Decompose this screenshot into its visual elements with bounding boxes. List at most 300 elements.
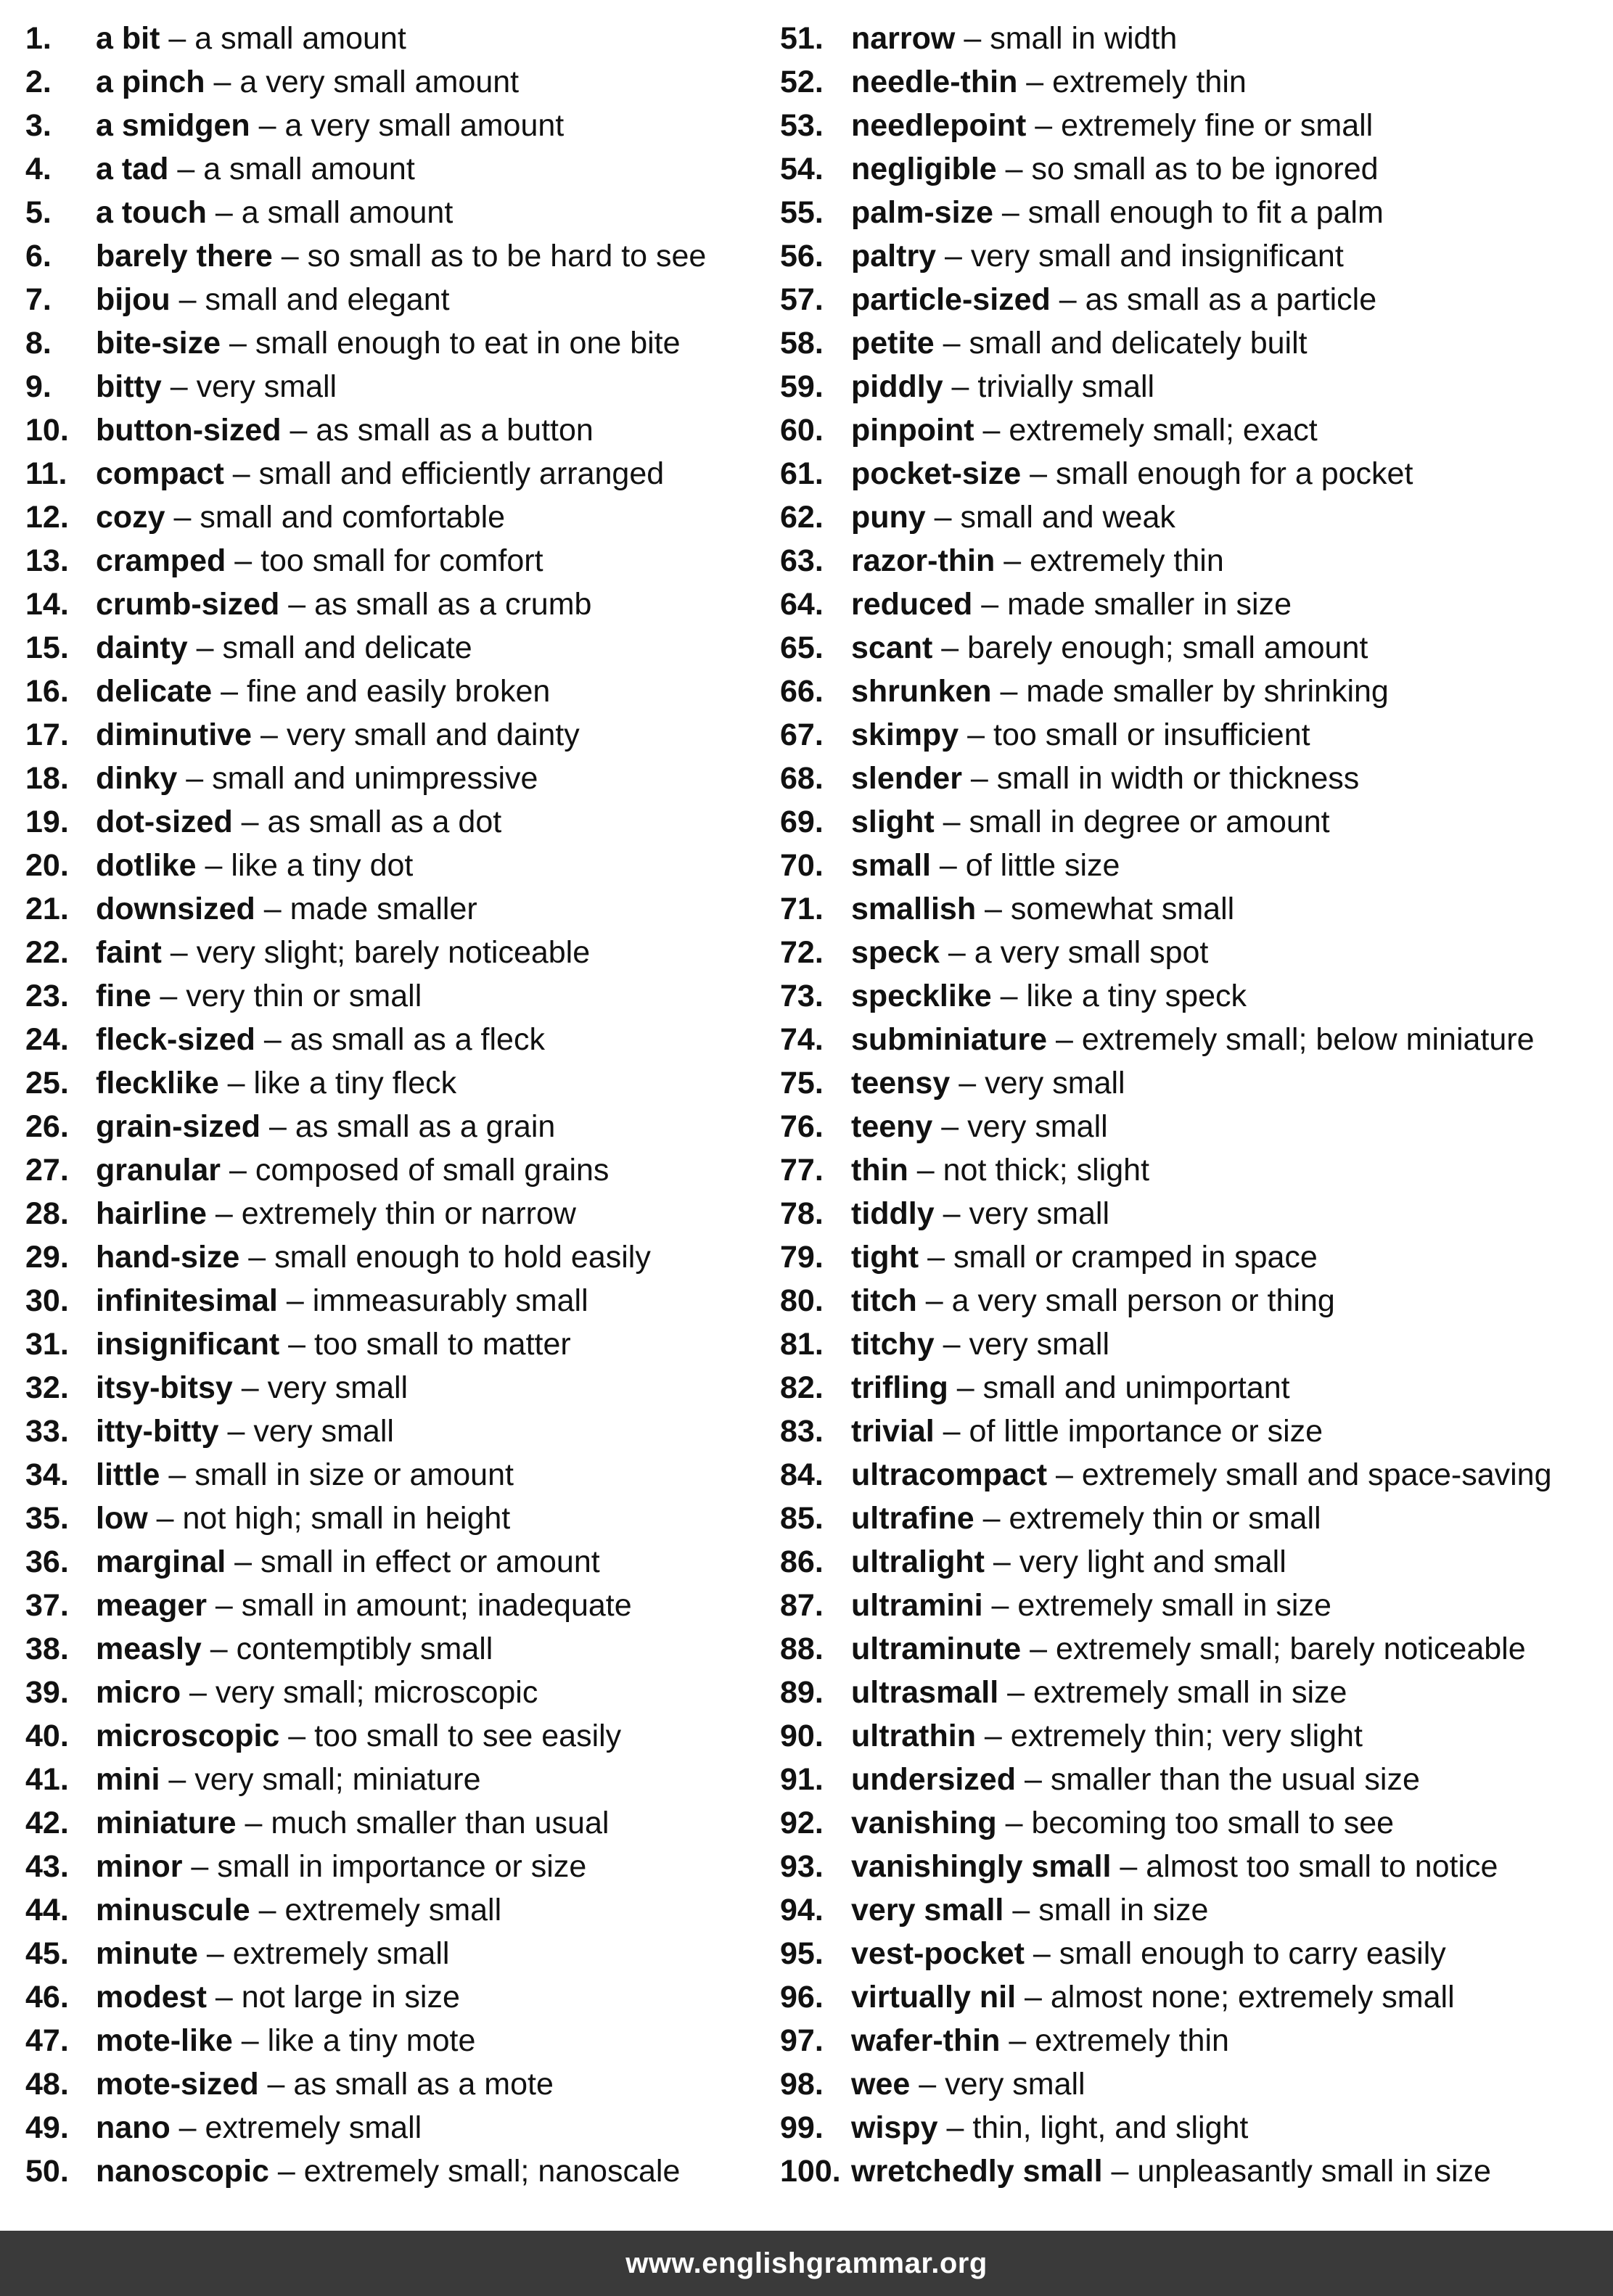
list-item	[780, 1453, 1607, 1497]
item-number: 74.	[780, 1022, 824, 1057]
item-number: 39.	[25, 1675, 69, 1710]
item-separator: –	[955, 21, 990, 56]
item-definition: not large in size	[241, 1980, 460, 2015]
item-text	[96, 452, 664, 495]
item-separator: –	[972, 587, 1008, 622]
item-word: micro	[96, 1675, 181, 1710]
item-text	[96, 931, 590, 974]
item-definition: too small or insufficient	[993, 717, 1310, 752]
item-text	[851, 1758, 1420, 1801]
item-definition: very small and dainty	[286, 717, 580, 752]
item-text	[96, 670, 550, 713]
list-item	[780, 495, 1607, 539]
item-definition: a small amount	[203, 152, 415, 186]
item-definition: small and weak	[960, 500, 1175, 535]
list-item	[25, 1627, 773, 1671]
item-definition: small in size	[1038, 1893, 1209, 1927]
list-item	[780, 1801, 1607, 1845]
item-number: 50.	[25, 2154, 69, 2189]
list-item	[25, 1018, 773, 1061]
list-item	[25, 2106, 773, 2149]
list-item	[780, 1192, 1607, 1235]
list-item	[780, 1671, 1607, 1714]
item-text	[96, 1018, 545, 1061]
item-word: palm-size	[851, 195, 993, 230]
item-number: 3.	[25, 108, 52, 143]
list-item	[780, 844, 1607, 887]
list-item	[780, 234, 1607, 278]
item-definition: as small as a fleck	[290, 1022, 545, 1057]
item-word: wee	[851, 2067, 911, 2102]
list-item	[25, 234, 773, 278]
item-text	[851, 1671, 1347, 1714]
item-definition: extremely small in size	[1017, 1588, 1331, 1623]
item-text	[851, 234, 1344, 278]
item-separator: –	[919, 1240, 953, 1275]
item-text	[96, 495, 505, 539]
item-number: 63.	[780, 543, 824, 578]
item-separator: –	[221, 326, 255, 361]
item-separator: –	[936, 239, 971, 273]
item-number: 99.	[780, 2110, 824, 2145]
item-word: vest-pocket	[851, 1936, 1025, 1971]
item-text	[851, 887, 1234, 931]
item-text	[96, 191, 453, 234]
item-separator: –	[279, 1327, 315, 1362]
item-word: ultrasmall	[851, 1675, 999, 1710]
item-number: 66.	[780, 674, 824, 709]
item-number: 84.	[780, 1457, 824, 1492]
item-text	[96, 1105, 555, 1148]
item-number: 28.	[25, 1196, 69, 1231]
item-number: 32.	[25, 1370, 69, 1405]
item-number: 24.	[25, 1022, 69, 1057]
item-word: flecklike	[96, 1066, 219, 1100]
item-text	[96, 104, 564, 147]
list-item	[780, 191, 1607, 234]
item-separator: –	[206, 1588, 242, 1623]
item-number: 16.	[25, 674, 69, 709]
item-number: 7.	[25, 282, 52, 317]
list-item	[780, 1105, 1607, 1148]
item-number: 89.	[780, 1675, 824, 1710]
footer-bar	[0, 2231, 1613, 2296]
item-number: 2.	[25, 65, 52, 99]
item-word: microscopic	[96, 1719, 280, 1753]
item-word: ultramini	[851, 1588, 983, 1623]
item-word: narrow	[851, 21, 956, 56]
item-text	[96, 1714, 621, 1758]
item-separator: –	[170, 282, 205, 317]
item-text	[96, 1366, 408, 1410]
footer-website-link[interactable]: www.englishgrammar.org	[625, 2247, 988, 2279]
item-word: fleck-sized	[96, 1022, 255, 1057]
list-item	[25, 1845, 773, 1888]
item-number: 69.	[780, 805, 824, 839]
item-text	[96, 408, 594, 452]
item-text	[851, 1410, 1323, 1453]
item-definition: very small and insignificant	[970, 239, 1344, 273]
item-text	[851, 1975, 1455, 2019]
list-item	[25, 1932, 773, 1975]
item-separator: –	[982, 1588, 1018, 1623]
list-item	[25, 147, 773, 191]
item-word: low	[96, 1501, 148, 1536]
item-text	[851, 147, 1379, 191]
item-text	[96, 2149, 680, 2193]
item-text	[96, 1497, 510, 1540]
item-separator: –	[258, 2067, 294, 2102]
word-list-column-left	[25, 17, 773, 2193]
list-item	[25, 2149, 773, 2193]
item-number: 56.	[780, 239, 824, 273]
item-text	[851, 1584, 1331, 1627]
item-separator: –	[995, 543, 1030, 578]
item-separator: –	[205, 65, 240, 99]
item-definition: small enough to hold easily	[274, 1240, 651, 1275]
item-word: teensy	[851, 1066, 951, 1100]
item-word: downsized	[96, 892, 255, 926]
item-separator: –	[221, 1153, 255, 1188]
item-definition: very small	[253, 1414, 394, 1449]
item-text	[96, 1932, 449, 1975]
item-number: 73.	[780, 979, 824, 1013]
list-item	[780, 2062, 1607, 2106]
item-word: meager	[96, 1588, 207, 1623]
item-number: 5.	[25, 195, 52, 230]
item-definition: a small amount	[194, 21, 406, 56]
list-item	[25, 974, 773, 1018]
item-word: mote-like	[96, 2023, 233, 2058]
item-number: 92.	[780, 1806, 824, 1840]
list-item	[25, 1279, 773, 1322]
item-separator: –	[226, 1544, 261, 1579]
item-text	[851, 1627, 1526, 1671]
item-separator: –	[236, 1806, 271, 1840]
item-separator: –	[1050, 282, 1085, 317]
item-definition: extremely thin or small	[1009, 1501, 1321, 1536]
list-item	[780, 2106, 1607, 2149]
word-list-column-right	[780, 17, 1607, 2193]
list-item	[25, 321, 773, 365]
item-number: 91.	[780, 1762, 824, 1797]
item-number: 78.	[780, 1196, 824, 1231]
item-number: 12.	[25, 500, 69, 535]
item-text	[851, 1366, 1290, 1410]
item-separator: –	[206, 195, 242, 230]
item-number: 95.	[780, 1936, 824, 1971]
item-word: a touch	[96, 195, 207, 230]
item-definition: not thick; slight	[943, 1153, 1150, 1188]
item-separator: –	[1017, 65, 1053, 99]
list-item	[780, 17, 1607, 60]
item-definition: very small; microscopic	[215, 1675, 538, 1710]
item-separator: –	[255, 892, 290, 926]
item-separator: –	[930, 848, 966, 883]
item-word: infinitesimal	[96, 1283, 278, 1318]
item-word: a bit	[96, 21, 160, 56]
item-number: 100.	[780, 2154, 841, 2189]
item-definition: fine and easily broken	[246, 674, 551, 709]
list-item	[780, 887, 1607, 931]
list-item	[25, 452, 773, 495]
list-item	[780, 1148, 1607, 1192]
item-definition: very thin or small	[186, 979, 422, 1013]
item-word: faint	[96, 935, 162, 970]
item-word: nano	[96, 2110, 171, 2145]
item-text	[96, 1410, 394, 1453]
item-definition: small and elegant	[205, 282, 450, 317]
item-separator: –	[998, 1675, 1033, 1710]
list-item	[780, 1714, 1607, 1758]
item-word: vanishingly small	[851, 1849, 1112, 1884]
item-number: 86.	[780, 1544, 824, 1579]
item-word: cramped	[96, 543, 226, 578]
item-definition: too small to see easily	[314, 1719, 622, 1753]
item-separator: –	[932, 630, 968, 665]
list-item	[25, 583, 773, 626]
list-item	[25, 1453, 773, 1497]
item-definition: extremely small	[284, 1893, 502, 1927]
item-number: 80.	[780, 1283, 824, 1318]
item-text	[851, 2019, 1229, 2062]
item-number: 65.	[780, 630, 824, 665]
item-text	[851, 2062, 1085, 2106]
item-text	[96, 1671, 538, 1714]
item-separator: –	[218, 1414, 254, 1449]
item-text	[96, 974, 422, 1018]
item-separator: –	[279, 587, 315, 622]
item-number: 96.	[780, 1980, 824, 2015]
item-text	[851, 1235, 1318, 1279]
list-item	[25, 670, 773, 713]
item-definition: small and efficiently arranged	[258, 456, 665, 491]
item-number: 83.	[780, 1414, 824, 1449]
item-separator: –	[974, 413, 1009, 448]
list-item	[25, 1497, 773, 1540]
item-definition: small in degree or amount	[969, 805, 1330, 839]
item-definition: very small	[969, 1327, 1110, 1362]
item-number: 93.	[780, 1849, 824, 1884]
list-item	[780, 452, 1607, 495]
item-text	[851, 626, 1368, 670]
item-word: measly	[96, 1632, 202, 1666]
item-separator: –	[1024, 1936, 1059, 1971]
item-text	[96, 2019, 475, 2062]
item-definition: small in importance or size	[217, 1849, 587, 1884]
item-text	[96, 583, 591, 626]
item-separator: –	[281, 413, 316, 448]
item-definition: too small for comfort	[260, 543, 543, 578]
item-text	[96, 1584, 632, 1627]
item-word: mini	[96, 1762, 160, 1797]
list-item	[25, 1671, 773, 1714]
item-separator: –	[1102, 2154, 1138, 2189]
item-separator: –	[1047, 1022, 1082, 1057]
item-separator: –	[984, 1544, 1019, 1579]
list-item	[780, 1888, 1607, 1932]
item-number: 6.	[25, 239, 52, 273]
item-number: 85.	[780, 1501, 824, 1536]
item-definition: somewhat small	[1010, 892, 1235, 926]
item-separator: –	[934, 1414, 969, 1449]
item-text	[96, 1845, 586, 1888]
item-definition: as small as a dot	[267, 805, 502, 839]
item-definition: as small as a grain	[295, 1109, 556, 1144]
item-definition: very small	[967, 1109, 1108, 1144]
item-separator: –	[250, 108, 285, 143]
list-item	[25, 1540, 773, 1584]
item-definition: extremely thin or narrow	[241, 1196, 576, 1231]
item-separator: –	[943, 369, 978, 404]
item-definition: small in amount; inadequate	[241, 1588, 632, 1623]
item-word: slight	[851, 805, 935, 839]
item-definition: made smaller by shrinking	[1026, 674, 1389, 709]
item-separator: –	[197, 1936, 233, 1971]
item-text	[851, 60, 1247, 104]
item-text	[851, 365, 1154, 408]
list-item	[780, 1366, 1607, 1410]
item-number: 38.	[25, 1632, 69, 1666]
item-text	[851, 1497, 1321, 1540]
item-separator: –	[160, 1762, 195, 1797]
item-separator: –	[239, 1240, 275, 1275]
list-item	[25, 2019, 773, 2062]
item-text	[851, 1453, 1552, 1497]
item-number: 55.	[780, 195, 824, 230]
item-definition: extremely fine or small	[1061, 108, 1374, 143]
item-separator: –	[260, 1109, 295, 1144]
item-word: piddly	[851, 369, 943, 404]
item-text	[851, 1540, 1286, 1584]
item-text	[851, 713, 1310, 757]
item-separator: –	[196, 848, 231, 883]
item-separator: –	[232, 1370, 268, 1405]
item-word: tiddly	[851, 1196, 935, 1231]
item-separator: –	[170, 2110, 205, 2145]
item-definition: unpleasantly small in size	[1137, 2154, 1491, 2189]
list-item	[780, 1235, 1607, 1279]
item-text	[96, 1235, 651, 1279]
item-definition: small enough for a pocket	[1056, 456, 1413, 491]
item-definition: immeasurably small	[312, 1283, 588, 1318]
item-word: puny	[851, 500, 926, 535]
list-item	[780, 539, 1607, 583]
item-definition: very small	[196, 369, 337, 404]
item-number: 43.	[25, 1849, 69, 1884]
item-definition: as small as a particle	[1085, 282, 1377, 317]
item-word: subminiature	[851, 1022, 1047, 1057]
item-definition: small in width or thickness	[996, 761, 1360, 796]
item-separator: –	[177, 761, 213, 796]
item-separator: –	[279, 1719, 315, 1753]
item-text	[96, 887, 477, 931]
item-word: minuscule	[96, 1893, 250, 1927]
item-number: 58.	[780, 326, 824, 361]
item-number: 53.	[780, 108, 824, 143]
list-item	[25, 1410, 773, 1453]
item-definition: made smaller in size	[1007, 587, 1292, 622]
item-separator: –	[934, 1196, 969, 1231]
item-definition: extremely small; nanoscale	[303, 2154, 681, 2189]
item-number: 67.	[780, 717, 824, 752]
item-separator: –	[206, 1196, 242, 1231]
item-word: grain-sized	[96, 1109, 260, 1144]
item-word: teeny	[851, 1109, 933, 1144]
item-separator: –	[160, 21, 195, 56]
item-definition: small enough to fit a palm	[1027, 195, 1384, 230]
list-item	[780, 670, 1607, 713]
item-number: 20.	[25, 848, 69, 883]
item-number: 10.	[25, 413, 69, 448]
item-word: bitty	[96, 369, 162, 404]
list-item	[780, 974, 1607, 1018]
item-number: 47.	[25, 2023, 69, 2058]
list-item	[780, 1932, 1607, 1975]
item-word: compact	[96, 456, 224, 491]
item-number: 70.	[780, 848, 824, 883]
list-item	[25, 1888, 773, 1932]
list-item	[780, 1061, 1607, 1105]
item-separator: –	[991, 979, 1027, 1013]
item-separator: –	[959, 717, 994, 752]
item-text	[96, 17, 406, 60]
item-word: petite	[851, 326, 935, 361]
item-word: modest	[96, 1980, 207, 2015]
item-number: 31.	[25, 1327, 69, 1362]
item-word: ultracompact	[851, 1457, 1048, 1492]
item-word: barely there	[96, 239, 273, 273]
item-definition: small enough to carry easily	[1059, 1936, 1446, 1971]
item-separator: –	[252, 717, 287, 752]
item-text	[96, 1758, 480, 1801]
item-number: 57.	[780, 282, 824, 317]
item-word: wafer-thin	[851, 2023, 1001, 2058]
item-text	[96, 1061, 456, 1105]
item-separator: –	[950, 1066, 985, 1100]
item-definition: small in size or amount	[194, 1457, 514, 1492]
list-item	[780, 1018, 1607, 1061]
item-definition: much smaller than usual	[271, 1806, 610, 1840]
item-number: 97.	[780, 2023, 824, 2058]
item-separator: –	[1016, 1762, 1051, 1797]
item-number: 34.	[25, 1457, 69, 1492]
list-item	[780, 1279, 1607, 1322]
item-text	[851, 2149, 1491, 2193]
list-item	[25, 931, 773, 974]
item-separator: –	[187, 630, 223, 665]
item-word: thin	[851, 1153, 908, 1188]
item-word: titchy	[851, 1327, 935, 1362]
item-text	[851, 495, 1175, 539]
item-word: speck	[851, 935, 940, 970]
item-number: 15.	[25, 630, 69, 665]
item-number: 68.	[780, 761, 824, 796]
item-word: vanishing	[851, 1806, 997, 1840]
item-number: 27.	[25, 1153, 69, 1188]
item-definition: very small	[969, 1196, 1110, 1231]
item-word: miniature	[96, 1806, 237, 1840]
item-separator: –	[160, 1457, 195, 1492]
item-number: 49.	[25, 2110, 69, 2145]
list-item	[780, 2149, 1607, 2193]
item-text	[96, 539, 543, 583]
item-text	[851, 452, 1413, 495]
item-definition: too small to matter	[314, 1327, 571, 1362]
list-item	[25, 713, 773, 757]
item-text	[851, 1801, 1394, 1845]
item-word: skimpy	[851, 717, 959, 752]
